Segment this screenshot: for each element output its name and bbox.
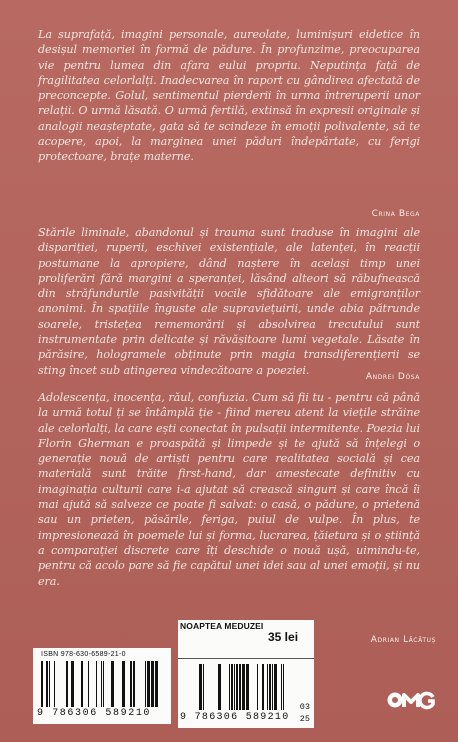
blurb-author: Adrian Lăcătuș bbox=[370, 635, 436, 645]
isbn-label: ISBN 978-630-6589-21-0 bbox=[41, 651, 126, 658]
price-barcode-digits: 9 786306 589210 bbox=[180, 712, 290, 723]
blurb-paragraph: Stările liminale, abandonul și trauma sunt traduse în imagini ale dispariției, ruperii, eschivei existențiale, ale latenței, în reacții postumane la apropiere, dând naștere în același timp unei proliferări fără margini a speranței, lăsând alteori să răbufnească din străfundurile pasivității vocile sfidătoare ale emigranților anonimi. În spațiile înguste ale supraviețuirii, unde abia pătrunde soarele, tristețea rememorării și absolvirea trecutului sunt instrumentate prin delicate și răvășitoare lumi vegetale. Lăsate în părăsire, hologramele obținute prin magia transdiferențierii se sting încet sub atingerea vindecătoare a poeziei. bbox=[38, 226, 420, 377]
publisher-logo-icon bbox=[386, 688, 436, 712]
blurb-paragraph: La suprafață, imagini personale, aureolate, luminișuri eidetice în desișul memoriei în formă de pădure. În profunzime, preocuparea vie pentru lumea din afara eului propriu. Neputința față de fragilitatea celorlalți. Inadecvarea în raport cu gândirea afectată de preconcepte. Golul, sentimentul pierderii în urma întreruperii unor relații. O urmă lăsată. O urmă fertilă, extinsă în expresii originale și analogii neașteptate, gata să te scindeze în emoții polivalente, să te acopere, apoi, la marginea unei păduri îndepărtate, cu ferigi protectoare, brațe materne. bbox=[38, 28, 420, 164]
issue-number-top: 03 bbox=[299, 702, 310, 712]
sticker-divider bbox=[178, 658, 314, 659]
barcode-icon bbox=[41, 661, 163, 707]
issue-number-bottom: 25 bbox=[299, 714, 310, 724]
price-label: 35 lei bbox=[268, 630, 299, 644]
isbn-digits: 9 786306 589210 bbox=[37, 708, 152, 719]
barcode-icon bbox=[184, 664, 284, 710]
blurb-author: Andrei Dósa bbox=[365, 372, 420, 382]
price-sticker bbox=[178, 620, 314, 728]
blurb-author: Crina Bega bbox=[371, 209, 420, 219]
book-title: NOAPTEA MEDUZEI bbox=[180, 621, 264, 631]
isbn-barcode-sticker bbox=[33, 648, 171, 724]
blurb-paragraph: Adolescența, inocența, răul, confuzia. Cum să fii tu - pentru că până la urmă totul ți se întâmplă ție - fiind mereu atent la viețile străine ale celorlalți, la care ești conectat în pulsații intermitente. Poezia lui Florin Gherman e proaspătă și limpede și te ajută să înțelegi o generație nouă de artiști pentru care realitatea socială și cea materială sunt trăite first-hand, dar amestecate definitiv cu imaginația culturii care i-a ajutat să crească singuri și care încă îi mai ajută să salveze ce poate fi salvat: o casă, o pădure, o prietenă sau un prieten, păsările, feriga, puiul de vulpe. În plus, te impresionează în poemele lui și forma, lucrarea, țăietura și o știință a comparației discrete care îți deschide o nouă ușă, uimindu-te, pentru că acolo pare să fie capătul unei idei sau al unei emoții, și nu era. bbox=[38, 391, 420, 588]
